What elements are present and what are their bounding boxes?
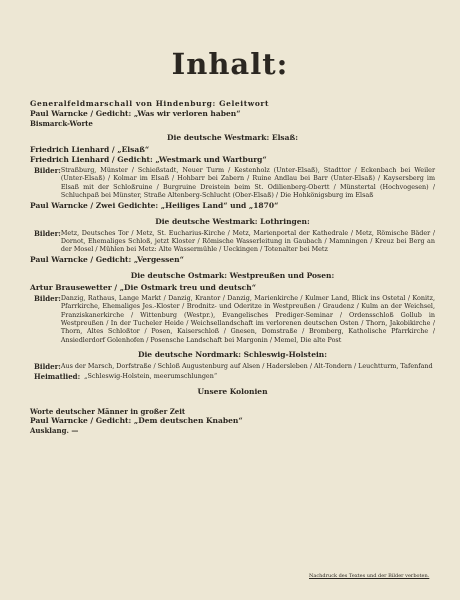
entry-warncke-1: Paul Warncke / Gedicht: „Was wir verloren haben“ — [30, 109, 241, 118]
entry-warncke-3: Paul Warncke / Gedicht: „Vergessen“ — [30, 254, 184, 264]
pictures-label: Bilder: — [34, 228, 61, 238]
heading-westmark-lothringen: Die deutsche Westmark: Lothringen: — [155, 216, 310, 226]
entry-warncke-2: Paul Warncke / Zwei Gedichte: „Heiliges Land“ und „1870“ — [30, 200, 279, 210]
heimatlied-title: „Schleswig-Holstein, meerumschlungen“ — [84, 372, 218, 381]
pictures-label: Bilder: — [34, 166, 61, 175]
entry-hindenburg: Generalfeldmarschall von Hindenburg: Geleitwort — [30, 99, 270, 108]
pictures-label: Bilder: — [34, 293, 61, 303]
entry-brausewetter: Artur Brausewetter / „Die Ostmark treu und deutsch“ — [30, 282, 257, 292]
elsass-pictures — [30, 166, 435, 200]
table-of-contents — [30, 99, 435, 435]
entry-warncke-4: Paul Warncke / Gedicht: „Dem deutschen Knaben“ — [30, 416, 243, 426]
heading-westmark-elsass: Die deutsche Westmark: Elsaß: — [166, 133, 298, 142]
nordmark-pictures-list: Aus der Marsch, Dorfstraße / Schloß Augustenburg auf Alsen / Hadersleben / Alt-Tondern / Leuchtturm, Tafenfand — [60, 362, 433, 371]
lothringen-pictures — [30, 229, 435, 254]
ostmark-pictures — [30, 294, 435, 344]
pictures-label: Bilder: — [34, 362, 61, 372]
heading-kolonien: Unsere Kolonien — [197, 387, 268, 397]
entry-lienhard-2: Friedrich Lienhard / Gedicht: „Westmark und Wartburg“ — [30, 155, 267, 164]
page-title: Inhalt: — [171, 47, 289, 81]
copyright-notice: Nachdruck des Textes und der Bilder verboten. — [309, 573, 430, 579]
ostmark-pictures-list: Danzig, Rathaus, Lange Markt / Danzig, Krantor / Danzig, Marienkirche / Kulmer Land, Blick ins Ostetal / Konitz, Pfarrkirche, Ehemaliges Jes.-Kloster / Brodnitz- und Oderitze in Westpreußen / Graudenz / Kulm an der Weichsel, Franziskanerkirche / Wittenburg (Westpr.), Evangelisches Prediger-Seminar / Ordensschloß Gollub in Westpreußen / In der Tucheler Heide / Weichsellandschaft im verlorenen deutschen Osten / Thorn, Jakobikirche / Thorn, Altes Schloßtor / Posen, Kaiserschloß / Gnesen, Domstraße / Bromberg, Katholische Pfarrkirche / Ansiedlerdorf Golenhofen / Posensche Landschaft bei Margonin / Memel, Die alte Post — [60, 293, 435, 344]
entry-bismarck: Bismarck-Worte — [30, 119, 93, 128]
elsass-pictures-list: Straßburg, Münster / Schießstadt, Neuer Turm / Kestenholz (Unter-Elsaß), Stadttor / Eckenbach bei Weiler (Unter-Elsaß) / Kolmar im Elsaß / Hohbarr bei Zabern / Ruine Andlau bei Barr (Unter-Elsaß) / Kaysersberg im Elsaß mit der Schloßruine / Burgruine Dreistein beim St. Odilienberg-Obertt / Münstertal (Hochvogesen) / Schluchpaß bei Münster, Straße Altenberg-Schlucht (Ober-Elsaß) / Die Hohkönigsburg im Elsaß — [60, 166, 435, 200]
entry-worte: Worte deutscher Männer in großer Zeit — [30, 407, 186, 417]
lothringen-pictures-list: Metz, Deutsches Tor / Metz, St. Eucharius-Kirche / Metz, Marienportal der Kathedrale / Metz, Römische Bäder / Dornot, Ehemaliges Schloß, jetzt Kloster / Römische Wasserleitung in Gaubach / Mamningen / Kreuz bei Berg an der Mosel / Mühlen bei Metz: Alte Wassermühle / Ueckingen / Totenalter bei Metz — [60, 228, 435, 254]
nordmark-pictures — [30, 362, 435, 371]
heimatlied-label: Heimatlied: — [34, 372, 81, 382]
entry-ausklang: Ausklang. — — [30, 426, 79, 436]
entry-lienhard-1: Friedrich Lienhard / „Elsaß“ — [30, 145, 150, 154]
heading-ostmark: Die deutsche Ostmark: Westpreußen und Posen: — [130, 270, 335, 280]
heimatlied-entry — [30, 372, 435, 381]
heading-nordmark: Die deutsche Nordmark: Schleswig-Holstein: — [137, 350, 328, 360]
